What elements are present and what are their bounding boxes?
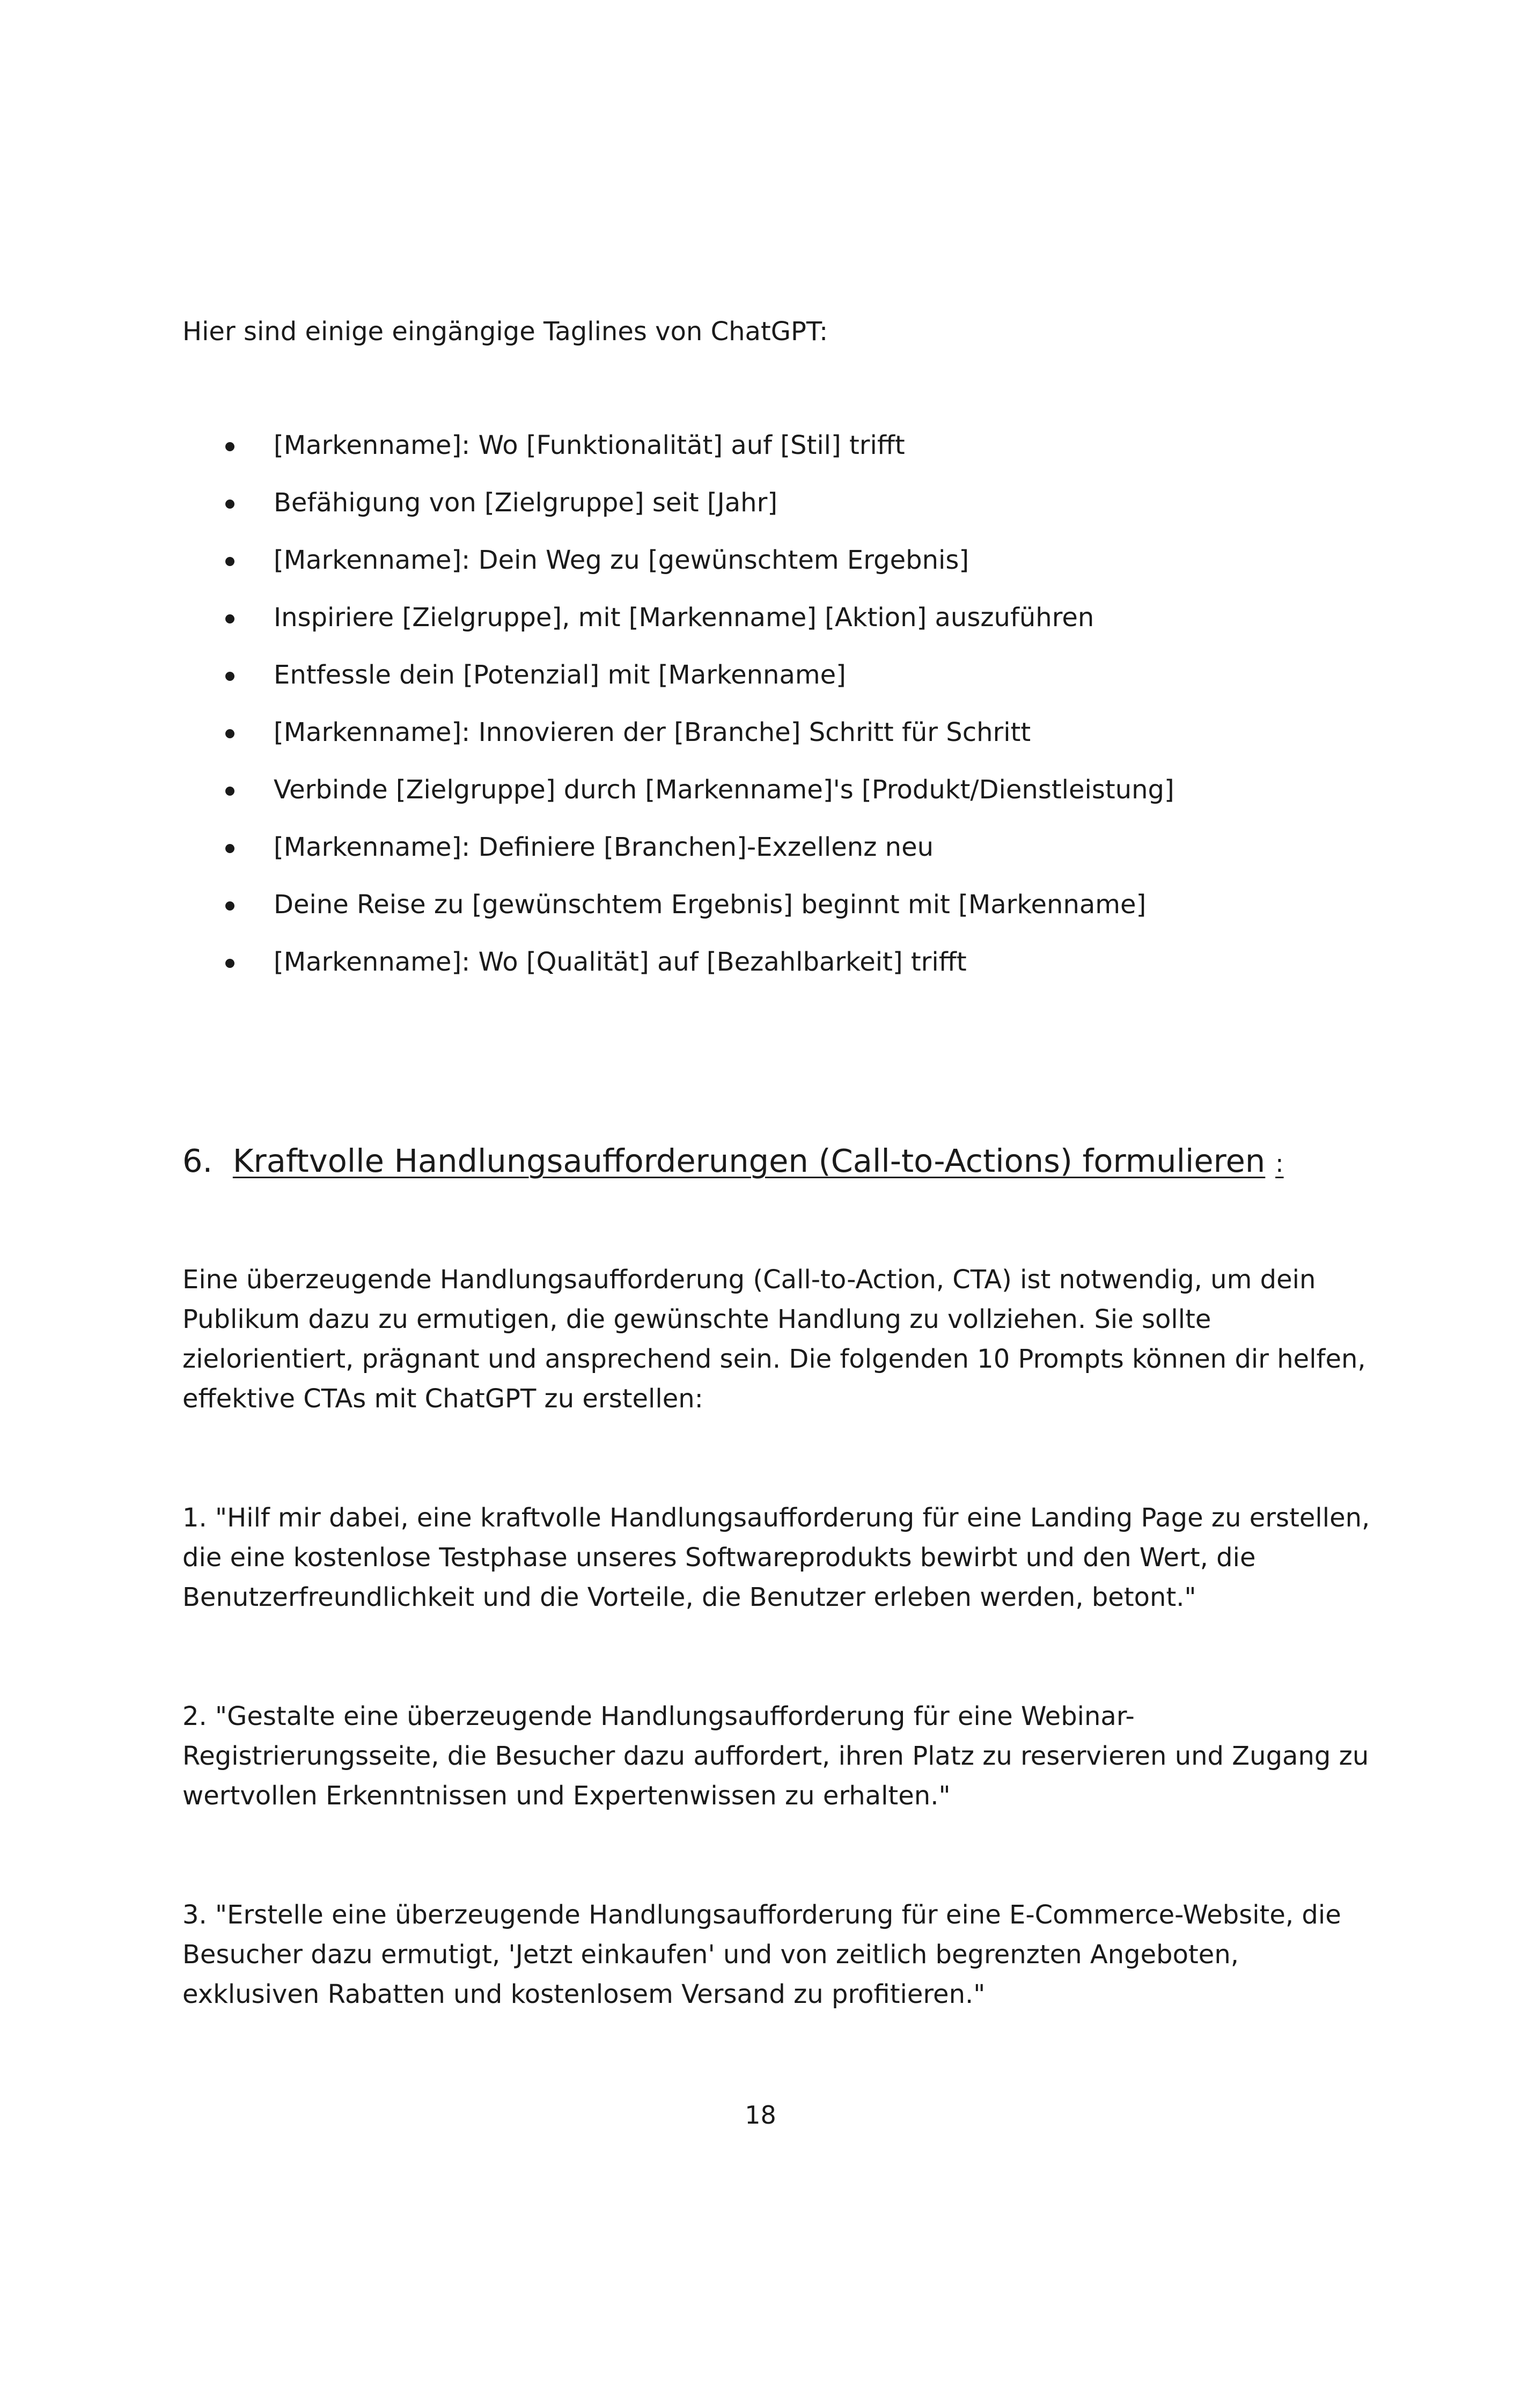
list-item bbox=[225, 946, 1174, 1003]
bullet-icon bbox=[225, 844, 234, 853]
section-number: 6. bbox=[182, 1142, 213, 1179]
list-item bbox=[225, 601, 1174, 659]
paragraph-line: wertvollen Erkenntnissen und Expertenwissen zu erhalten." bbox=[182, 1781, 951, 1811]
tagline-list bbox=[225, 429, 1174, 1003]
bullet-icon bbox=[225, 901, 234, 911]
bullet-icon bbox=[225, 557, 234, 566]
paragraph-line: 3. "Erstelle eine überzeugende Handlungsaufforderung für eine E-Commerce-Website, die bbox=[182, 1900, 1341, 1930]
bullet-icon bbox=[225, 729, 234, 738]
list-item bbox=[225, 716, 1174, 774]
page-number: 18 bbox=[745, 2101, 776, 2130]
list-item-text: [Markenname]: Dein Weg zu [gewünschtem Ergebnis] bbox=[274, 545, 969, 575]
paragraph-line: Publikum dazu zu ermutigen, die gewünschte Handlung zu vollziehen. Sie sollte bbox=[182, 1304, 1211, 1334]
list-item bbox=[225, 429, 1174, 487]
list-item bbox=[225, 889, 1174, 946]
list-item-text: [Markenname]: Wo [Funktionalität] auf [Stil] trifft bbox=[274, 430, 905, 460]
section-title: Kraftvolle Handlungsaufforderungen (Call-to-Actions) formulieren bbox=[232, 1142, 1266, 1179]
list-item-text: Deine Reise zu [gewünschtem Ergebnis] beginnt mit [Markenname] bbox=[274, 890, 1147, 920]
list-item bbox=[225, 774, 1174, 831]
list-item-text: Entfessle dein [Potenzial] mit [Markenname] bbox=[274, 660, 846, 690]
list-item bbox=[225, 544, 1174, 601]
bullet-icon bbox=[225, 672, 234, 681]
section-colon: : bbox=[1275, 1149, 1284, 1178]
paragraph-line: die eine kostenlose Testphase unseres Softwareprodukts bewirbt und den Wert, die bbox=[182, 1543, 1256, 1573]
intro-text: Hier sind einige eingängige Taglines von ChatGPT: bbox=[182, 317, 828, 347]
list-item-text: [Markenname]: Innovieren der [Branche] Schritt für Schritt bbox=[274, 717, 1031, 747]
paragraph-line: Benutzerfreundlichkeit und die Vorteile, die Benutzer erleben werden, betont." bbox=[182, 1582, 1196, 1612]
list-item-text: Inspiriere [Zielgruppe], mit [Markenname] [Aktion] auszuführen bbox=[274, 603, 1094, 633]
bullet-icon bbox=[225, 442, 234, 451]
bullet-icon bbox=[225, 787, 234, 796]
paragraph-line: zielorientiert, prägnant und ansprechend sein. Die folgenden 10 Prompts können dir helfen, bbox=[182, 1344, 1366, 1374]
paragraph-line: exklusiven Rabatten und kostenlosem Versand zu profitieren." bbox=[182, 1979, 986, 2009]
list-item bbox=[225, 487, 1174, 544]
paragraph-line: effektive CTAs mit ChatGPT zu erstellen: bbox=[182, 1384, 703, 1414]
prompt-paragraph bbox=[182, 1895, 1341, 2014]
prompt-paragraph bbox=[182, 1697, 1369, 1816]
list-item bbox=[225, 659, 1174, 716]
paragraph-line: 1. "Hilf mir dabei, eine kraftvolle Handlungsaufforderung für eine Landing Page zu erstellen, bbox=[182, 1503, 1370, 1533]
list-item-text: [Markenname]: Wo [Qualität] auf [Bezahlbarkeit] trifft bbox=[274, 947, 967, 977]
section-intro-paragraph bbox=[182, 1260, 1366, 1419]
bullet-icon bbox=[225, 500, 234, 509]
list-item bbox=[225, 831, 1174, 889]
list-item-text: Befähigung von [Zielgruppe] seit [Jahr] bbox=[274, 488, 778, 518]
paragraph-line: Registrierungsseite, die Besucher dazu auffordert, ihren Platz zu reservieren und Zugang zu bbox=[182, 1741, 1369, 1771]
list-item-text: [Markenname]: Definiere [Branchen]-Exzellenz neu bbox=[274, 832, 934, 862]
bullet-icon bbox=[225, 614, 234, 623]
section-heading bbox=[182, 1142, 1284, 1183]
list-item-text: Verbinde [Zielgruppe] durch [Markenname]'s [Produkt/Dienstleistung] bbox=[274, 775, 1174, 805]
prompt-paragraph bbox=[182, 1498, 1370, 1617]
paragraph-line: 2. "Gestalte eine überzeugende Handlungsaufforderung für eine Webinar- bbox=[182, 1701, 1135, 1731]
bullet-icon bbox=[225, 959, 234, 968]
paragraph-line: Besucher dazu ermutigt, 'Jetzt einkaufen' und von zeitlich begrenzten Angeboten, bbox=[182, 1940, 1239, 1970]
paragraph-line: Eine überzeugende Handlungsaufforderung (Call-to-Action, CTA) ist notwendig, um dein bbox=[182, 1265, 1316, 1295]
